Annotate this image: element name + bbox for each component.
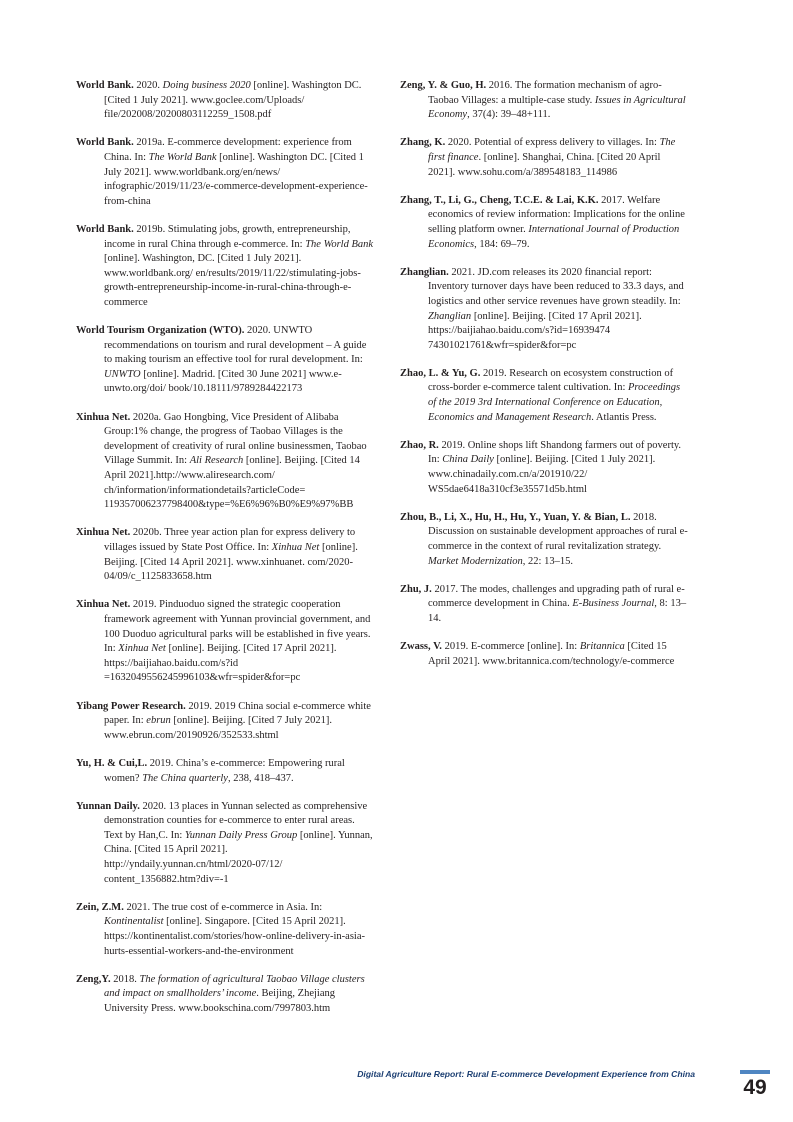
reference-entry bbox=[400, 194, 690, 252]
reference-entry bbox=[400, 439, 690, 497]
reference-entry bbox=[76, 800, 374, 888]
reference-source-title: Ali Research bbox=[189, 455, 244, 467]
reference-entry bbox=[76, 901, 374, 959]
reference-text: 2018. bbox=[110, 973, 140, 985]
reference-source-title: Kontinentalist bbox=[104, 916, 164, 928]
reference-source-title: The formation of agricultural Taobao Village clusters and impact on smallholders’ income bbox=[104, 973, 365, 1000]
reference-entry bbox=[76, 324, 374, 397]
reference-author: Yunnan Daily. bbox=[76, 800, 140, 812]
reference-author: Zhao, L. & Yu, G. bbox=[400, 367, 481, 379]
reference-text: 2020. Potential of express delivery to villages. In: bbox=[445, 137, 660, 149]
reference-entry bbox=[76, 526, 374, 584]
reference-text: [online]. Beijing. [Cited 14 April 2021]. www.xinhuanet. com/2020-04/09/c_1125833658.htm bbox=[104, 542, 358, 583]
reference-text: [online]. Washington DC. [Cited 1 July 2021]. www.goclee.com/Uploads/ file/202008/20200803112259_1508.pdf bbox=[104, 80, 362, 121]
reference-author: Zhang, T., Li, G., Cheng, T.C.E. & Lai, K.K. bbox=[400, 194, 599, 206]
reference-text: 2017. The modes, challenges and upgrading path of rural e-commerce development in China. bbox=[428, 583, 685, 610]
reference-entry bbox=[400, 583, 690, 627]
reference-text: [online]. Beijing. [Cited 1 July 2021]. www.chinadaily.com.cn/a/201910/22/ WS5dae6418a310cf3e35571d5b.html bbox=[428, 454, 656, 495]
reference-entry bbox=[76, 757, 374, 786]
reference-text: [online]. Singapore. [Cited 15 April 2021]. https://kontinentalist.com/stories/how-online-delivery-in-asia-hurts-essential-workers-and-the-environment bbox=[104, 916, 365, 957]
reference-source-title: Xinhua Net bbox=[118, 643, 166, 655]
reference-text: 2016. The formation mechanism of agro-Taobao Villages: a multiple-case study. bbox=[428, 80, 662, 106]
reference-entry bbox=[76, 598, 374, 686]
reference-text: . Atlantis Press. bbox=[591, 411, 657, 423]
reference-author: Zeng,Y. bbox=[76, 973, 111, 985]
reference-source-title: Doing business 2020 bbox=[162, 80, 251, 91]
reference-text: [online]. Beijing. [Cited 7 July 2021]. www.ebrun.com/20190926/352533.shtml bbox=[104, 715, 333, 741]
reference-text: [online]. Yunnan, China. [Cited 15 April 2021]. http://yndaily.yunnan.cn/html/2020-07/12/ content_1356882.htm?div=-1 bbox=[104, 829, 373, 885]
reference-text: , 8: 13–14. bbox=[428, 598, 687, 624]
reference-text: 2018. Discussion on sustainable development approaches of rural e-commerce in the context of rural revitalization strategy. bbox=[428, 511, 688, 552]
reference-author: Zhang, K. bbox=[400, 137, 446, 149]
reference-text: , 37(4): 39–48+111. bbox=[467, 109, 551, 121]
reference-author: Yibang Power Research. bbox=[76, 700, 186, 712]
reference-text: [online]. Washington DC. [Cited 1 July 2021]. www.worldbank.org/en/news/ infographic/2019/11/23/e-commerce-development-experience-from-china bbox=[104, 151, 368, 207]
reference-source-title: Zhanglian bbox=[428, 310, 472, 322]
reference-author: Xinhua Net. bbox=[76, 527, 131, 539]
reference-entry bbox=[76, 79, 374, 123]
reference-text: 2020b. Three year action plan for express delivery to villages issued by State Post Office. In: bbox=[104, 527, 356, 553]
reference-text: . Beijing, Zhejiang University Press. www.bookschina.com/7997803.htm bbox=[104, 988, 335, 1014]
reference-source-title: The World Bank bbox=[305, 238, 374, 250]
reference-source-title: International Journal of Production Economics bbox=[428, 223, 680, 250]
reference-author: Yu, H. & Cui,L. bbox=[76, 757, 148, 769]
reference-author: Zein, Z.M. bbox=[76, 901, 124, 913]
references-right-column bbox=[400, 79, 690, 683]
reference-entry bbox=[76, 411, 374, 513]
reference-source-title: Proceedings of the 2019 3rd International Conference on Education, Economics and Management Research bbox=[428, 382, 681, 423]
reference-source-title: E-Business Journal bbox=[572, 598, 655, 610]
reference-text: 2019. Online shops lift Shandong farmers out of poverty. In: bbox=[428, 439, 682, 466]
reference-source-title: Xinhua Net bbox=[271, 542, 320, 553]
reference-author: World Bank. bbox=[76, 80, 134, 91]
reference-text: [online]. Beijing. [Cited 17 April 2021]. https://baijiahao.baidu.com/s?id =1632049556245996103&wfr=spider&for=pc bbox=[104, 643, 337, 684]
reference-text: 2017. Welfare economics of review information: Implications for the online selling platform owner. bbox=[428, 194, 685, 235]
reference-source-title: ebrun bbox=[146, 715, 171, 727]
reference-source-title: The China quarterly bbox=[142, 772, 228, 784]
reference-text: [online]. Washington, DC. [Cited 1 July 2021]. www.worldbank.org/ en/results/2019/11/22/stimulating-jobs-growth-entrepreneurship-income-in-rural-china-through-e-commerce bbox=[104, 253, 361, 308]
reference-entry bbox=[400, 136, 690, 180]
reference-entry bbox=[76, 223, 374, 311]
reference-author: World Tourism Organization (WTO). bbox=[76, 325, 245, 337]
reference-text: , 238, 418–437. bbox=[227, 772, 294, 784]
reference-entry bbox=[76, 973, 374, 1017]
reference-text: 2020. bbox=[133, 80, 163, 91]
reference-source-title: Yunnan Daily Press Group bbox=[184, 829, 298, 841]
reference-author: World Bank. bbox=[76, 223, 134, 235]
reference-author: Zhu, J. bbox=[400, 583, 432, 595]
reference-author: Zhou, B., Li, X., Hu, H., Hu, Y., Yuan, Y. & Bian, L. bbox=[400, 511, 631, 523]
reference-entry bbox=[400, 367, 690, 425]
reference-text: 2019. China’s e-commerce: Empowering rural women? bbox=[104, 757, 345, 784]
reference-text: 2019. 2019 China social e-commerce white paper. In: bbox=[104, 700, 371, 727]
reference-source-title: Issues in Agricultural Economy bbox=[428, 94, 686, 121]
reference-author: Xinhua Net. bbox=[76, 599, 131, 611]
reference-entry bbox=[400, 79, 690, 123]
reference-author: Zhanglian. bbox=[400, 266, 449, 278]
reference-source-title: The World Bank bbox=[148, 151, 217, 163]
reference-text: [online]. Madrid. [Cited 30 June 2021] www.e-unwto.org/doi/ book/10.18111/9789284422173 bbox=[104, 368, 342, 395]
reference-text: 2020. UNWTO recommendations on tourism and rural development – A guide to making tourism an effective tool for rural development. In: bbox=[104, 325, 367, 366]
reference-text: 2020. 13 places in Yunnan selected as comprehensive demonstration counties for e-commerce to enter rural areas. Text by Han,C. In: bbox=[104, 800, 368, 841]
reference-text: [online]. Beijing. [Cited 14 April 2021].http://www.aliresearch.com/ ch/information/informationdetails?articleCode= 119357006237798400&type=%E6%96%B0%E9%97%BB bbox=[104, 455, 360, 511]
page-number: 49 bbox=[743, 1076, 767, 1099]
reference-text: , 184: 69–79. bbox=[474, 238, 530, 250]
reference-text: 2019. Research on ecosystem construction of cross-border e-commerce talent cultivation. In: bbox=[428, 367, 674, 394]
reference-entry bbox=[400, 640, 690, 669]
reference-entry bbox=[76, 136, 374, 209]
reference-text: 2019. Pinduoduo signed the strategic cooperation framework agreement with Yunnan provincial government, and 100 Duoduo agricultural parks will be established in five years. In: bbox=[104, 599, 371, 655]
reference-author: Zeng, Y. & Guo, H. bbox=[400, 80, 487, 91]
reference-text: 2019b. Stimulating jobs, growth, entrepreneurship, income in rural China through e-commerce. In: bbox=[104, 223, 351, 250]
reference-author: World Bank. bbox=[76, 137, 134, 149]
reference-source-title: UNWTO bbox=[104, 368, 141, 380]
reference-text: 2021. The true cost of e-commerce in Asia. In: bbox=[123, 901, 323, 913]
reference-text: [Cited 15 April 2021]. www.britannica.com/technology/e-commerce bbox=[428, 641, 675, 667]
page-number-accent-bar bbox=[740, 1070, 770, 1074]
reference-entry bbox=[400, 511, 690, 569]
reference-text: , 22: 13–15. bbox=[522, 555, 573, 567]
reference-author: Zhao, R. bbox=[400, 439, 439, 451]
reference-source-title: Britannica bbox=[579, 641, 625, 653]
reference-author: Xinhua Net. bbox=[76, 411, 131, 423]
reference-text: 2020a. Gao Hongbing, Vice President of Alibaba Group:1% change, the progress of Taobao Villages is the development of creativity of rural online businessmen, Taobao Village Summit. In: bbox=[104, 411, 367, 467]
reference-author: Zwass, V. bbox=[400, 641, 442, 653]
reference-text: . [online]. Shanghai, China. [Cited 20 April 2021]. www.sohu.com/a/389548183_114986 bbox=[428, 151, 661, 178]
footer-report-title: Digital Agriculture Report: Rural E-commerce Development Experience from China bbox=[357, 1069, 695, 1079]
reference-source-title: The first finance bbox=[428, 137, 676, 163]
reference-entry bbox=[400, 266, 690, 354]
reference-source-title: China Daily bbox=[442, 454, 494, 466]
reference-text: 2021. JD.com releases its 2020 financial report: Inventory turnover days have been reduced to 33.3 days, and logistics and other service revenues have grown steadily. In: bbox=[428, 266, 684, 307]
reference-source-title: Market Modernization bbox=[428, 555, 523, 567]
reference-text: [online]. Beijing. [Cited 17 April 2021]. https://baijiahao.baidu.com/s?id=16939474 74301021761&wfr=spider&for=pc bbox=[428, 310, 642, 351]
references-left-column bbox=[76, 79, 374, 1030]
reference-text: 2019. E-commerce [online]. In: bbox=[441, 641, 580, 653]
reference-entry bbox=[76, 700, 374, 744]
reference-text: 2019a. E-commerce development: experience from China. In: bbox=[104, 137, 352, 163]
